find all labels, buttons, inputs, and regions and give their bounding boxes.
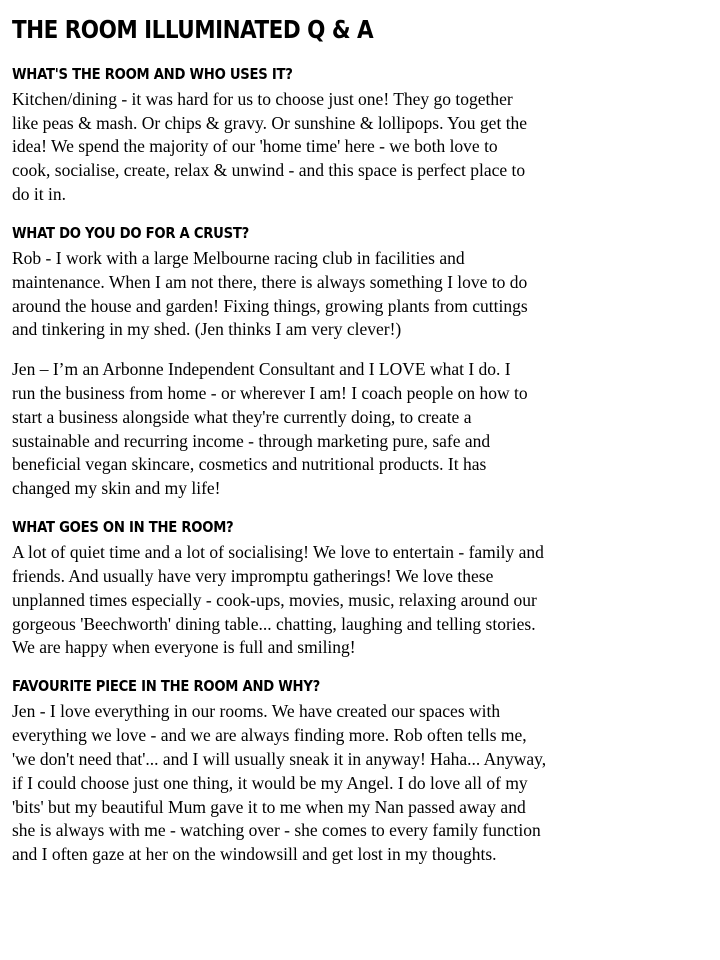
qa-answer: Jen - I love everything in our rooms. We have created our spaces with everything we love - and we are always finding more. Rob often tells me, 'we don't need that'... and I will usually sneak it in anyway! Haha... Anyway, if I could choose just one thing, it would be my Angel. I do love all of my 'bits' but my beautiful Mum gave it to me when my Nan passed away and she is always with me - watching over - she comes to every family function and I often gaze at her on the windowsill and get lost in my thoughts.	[12, 701, 547, 865]
qa-answer: Kitchen/dining - it was hard for us to choose just one! They go together like peas & mash. Or chips & gravy. Or sunshine & lollipops. You get the idea! We spend the majority of our 'home time' here - we both love to cook, socialise, create, relax & unwind - and this space is perfect place to do it in.	[12, 88, 528, 204]
qa-block	[12, 225, 708, 501]
qa-answer: Rob - I work with a large Melbourne racing club in facilities and maintenance. When I am not there, there is always something I love to do around the house and garden! Fixing things, growing plants from cuttings and tinkering in my shed. (Jen thinks I am very clever!)	[12, 247, 528, 340]
qa-question: WHAT DO YOU DO FOR A CRUST?	[12, 223, 249, 242]
qa-answer: A lot of quiet time and a lot of socialising! We love to entertain - family and friends. And usually have very impromptu gatherings! We love these unplanned times especially - cook-ups, movies, music, relaxing around our gorgeous 'Beechworth' dining table... chatting, laughing and telling stories. We are happy when everyone is full and smiling!	[12, 542, 544, 658]
qa-block	[12, 66, 708, 207]
qa-question: FAVOURITE PIECE IN THE ROOM AND WHY?	[12, 677, 321, 696]
qa-answer: Jen – I’m an Arbonne Independent Consultant and I LOVE what I do. I run the business from home - or wherever I am! I coach people on how to start a business alongside what they're currently doing, to create a sustainable and recurring income - through marketing pure, safe and beneficial vegan skincare, cosmetics and nutritional products. It has changed my skin and my life!	[12, 359, 528, 499]
qa-question: WHAT'S THE ROOM AND WHO USES IT?	[12, 64, 293, 83]
qa-block	[12, 519, 708, 660]
page-title: THE ROOM ILLUMINATED Q & A	[12, 15, 374, 44]
qa-question: WHAT GOES ON IN THE ROOM?	[12, 517, 234, 536]
qa-block	[12, 678, 708, 867]
